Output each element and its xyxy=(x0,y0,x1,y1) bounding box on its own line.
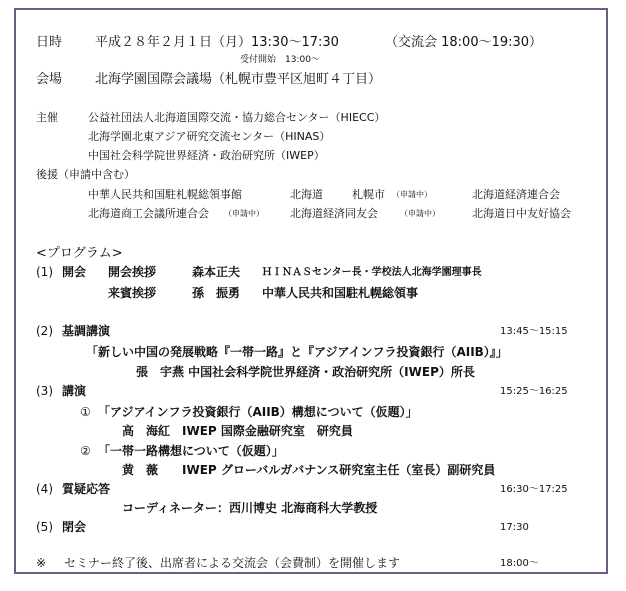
section-number: (1) xyxy=(36,265,53,279)
supporter-pending: （申請中） xyxy=(400,209,440,218)
talk-number: ① xyxy=(80,405,91,419)
greeting-affiliation: ＨＩＮＡＳセンター長・学校法人北海学園理事長 xyxy=(262,267,482,278)
talk-number: ② xyxy=(80,444,91,458)
greeting-role: 来賓挨拶 xyxy=(108,286,157,300)
talk-title: 「一帯一路構想について（仮題）」 xyxy=(98,444,284,458)
supporter: 北海道日中友好協会 xyxy=(472,207,571,220)
section-time: 13:45～15:15 xyxy=(500,326,568,337)
supporter: 北海道経済同友会 xyxy=(290,207,378,220)
host-item: 中国社会科学院世界経済・政治研究所（IWEP） xyxy=(88,149,325,162)
section-time: 16:30～17:25 xyxy=(500,484,568,495)
section-number: (4) xyxy=(36,482,53,496)
venue-label: 会場 xyxy=(36,72,63,87)
section-title: 講演 xyxy=(62,384,87,398)
talk-title: 「アジアインフラ投資銀行（AIIB）構想について（仮題）」 xyxy=(98,405,418,419)
supporter: 中華人民共和国駐札幌総領事館 xyxy=(88,188,242,201)
supporter: 札幌市 xyxy=(352,188,385,201)
greeting-affiliation: 中華人民共和国駐札幌総領事 xyxy=(262,286,419,300)
note-text: セミナー終了後、出席者による交流会（会費制）を開催します xyxy=(64,556,401,570)
date-label: 日時 xyxy=(36,35,63,50)
section-title: 開会 xyxy=(62,265,87,279)
coordinator: コーディネーター：西川博史 北海商科大学教授 xyxy=(122,501,378,515)
supporter-pending: （申請中） xyxy=(392,190,432,199)
supporter: 北海道 xyxy=(290,188,323,201)
section-number: (5) xyxy=(36,520,53,534)
supporter-pending: （申請中） xyxy=(224,209,264,218)
venue-value: 北海学園国際会議場（札幌市豊平区旭町４丁目） xyxy=(95,72,382,87)
section-title: 基調講演 xyxy=(62,324,111,338)
keynote-topic: 「新しい中国の発展戦略『一帯一路』と『アジアインフラ投資銀行（AIIB）』」 xyxy=(86,345,508,359)
reception-open: 受付開始 13:00～ xyxy=(240,55,320,65)
talk-speaker: 高 海紅 IWEP 国際金融研究室 研究員 xyxy=(122,424,353,438)
supporter: 北海道経済連合会 xyxy=(472,188,560,201)
section-time: 17:30 xyxy=(500,522,529,533)
supporter: 北海道商工会議所連合会 xyxy=(88,207,209,220)
greeting-role: 開会挨拶 xyxy=(108,265,157,279)
host-item: 北海学園北東アジア研究交流センター（HINAS） xyxy=(88,130,331,143)
section-number: (2) xyxy=(36,324,53,338)
keynote-speaker: 張 宇燕 中国社会科学院世界経済・政治研究所（IWEP）所長 xyxy=(136,365,475,379)
section-title: 閉会 xyxy=(62,520,87,534)
section-title: 質疑応答 xyxy=(62,482,111,496)
section-number: (3) xyxy=(36,384,53,398)
greeting-name: 孫 振勇 xyxy=(192,286,241,300)
support-label: 後援（申請中含む） xyxy=(36,168,135,181)
talk-speaker: 黄 薇 IWEP グローバルガバナンス研究室主任（室長）副研究員 xyxy=(122,463,496,477)
section-time: 15:25～16:25 xyxy=(500,386,568,397)
reception-value: （交流会 18:00～19:30） xyxy=(385,35,543,50)
program-heading: <プログラム> xyxy=(36,246,123,261)
note-time: 18:00～ xyxy=(500,558,539,569)
greeting-name: 森本正夫 xyxy=(192,265,241,279)
date-value: 平成２８年２月１日（月）13:30～17:30 xyxy=(95,35,339,50)
host-item: 公益社団法人北海道国際交流・協力総合センター（HIECC） xyxy=(88,111,386,124)
host-label: 主催 xyxy=(36,111,58,124)
note-mark: ※ xyxy=(36,556,47,570)
